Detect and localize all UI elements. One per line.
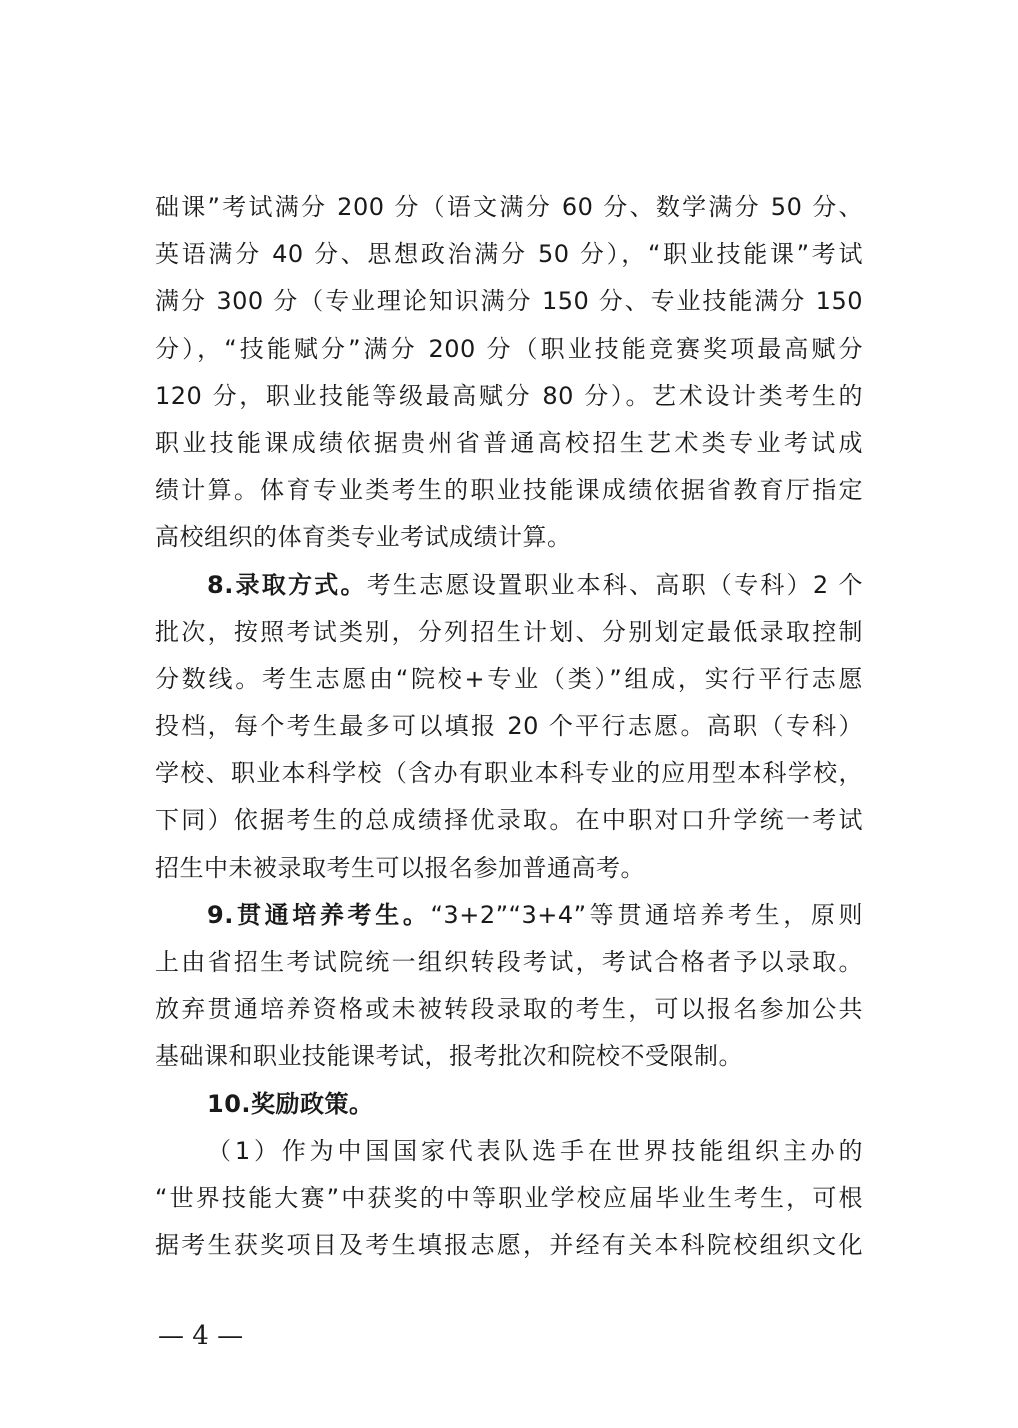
paragraph-line: 基础课和职业技能课考试，报考批次和院校不受限制。 <box>155 1042 743 1071</box>
paragraph-line: 投档，每个考生最多可以填报 20 个平行志愿。高职（专科） <box>155 712 863 741</box>
paragraph-line: 绩计算。体育专业类考生的职业技能课成绩依据省教育厅指定 <box>155 476 863 505</box>
section-heading: 9.贯通培养考生。 <box>207 900 431 929</box>
paragraph-line: 英语满分 40 分、思想政治满分 50 分），“职业技能课”考试 <box>155 240 863 269</box>
paragraph-line: 上由省招生考试院统一组织转段考试，考试合格者予以录取。 <box>155 948 863 976</box>
paragraph-line: 120 分，职业技能等级最高赋分 80 分）。艺术设计类考生的 <box>155 381 863 410</box>
paragraph-text: 考生志愿设置职业本科、高职（专科）2 个 <box>366 570 863 599</box>
paragraph-line: 学校、职业本科学校（含办有职业本科专业的应用型本科学校， <box>155 759 863 788</box>
page-number: — 4 — <box>158 1321 244 1351</box>
paragraph-line: 分数线。考生志愿由“院校+专业（类）”组成，实行平行志愿 <box>155 664 863 693</box>
document-body <box>155 184 863 1269</box>
paragraph-line: 满分 300 分（专业理论知识满分 150 分、专业技能满分 150 <box>155 287 863 316</box>
paragraph-line: 据考生获奖项目及考生填报志愿，并经有关本科院校组织文化 <box>155 1231 863 1260</box>
paragraph-line: 高校组织的体育类专业考试成绩计算。 <box>155 523 572 552</box>
paragraph-line: 职业技能课成绩依据贵州省普通高校招生艺术类专业考试成 <box>155 428 863 457</box>
paragraph-line: 础课”考试满分 200 分（语文满分 60 分、数学满分 50 分、 <box>155 193 863 221</box>
paragraph-first-line: （1）作为中国国家代表队选手在世界技能组织主办的 <box>207 1136 863 1165</box>
paragraph-first-line <box>155 892 863 939</box>
paragraph-line: 分），“技能赋分”满分 200 分（职业技能竞赛奖项最高赋分 <box>155 334 863 363</box>
paragraph-line: 下同）依据考生的总成绩择优录取。在中职对口升学统一考试 <box>155 806 863 835</box>
paragraph-line: “世界技能大赛”中获奖的中等职业学校应届毕业生考生，可根 <box>155 1183 863 1212</box>
paragraph-first-line <box>155 562 863 609</box>
section-heading: 10.奖励政策。 <box>207 1089 374 1118</box>
paragraph-line: 批次，按照考试类别，分列招生计划、分别划定最低录取控制 <box>155 617 863 646</box>
paragraph-line: 放弃贯通培养资格或未被转段录取的考生，可以报名参加公共 <box>155 995 863 1024</box>
paragraph-text: “3+2”“3+4”等贯通培养考生，原则 <box>430 900 863 929</box>
paragraph-line: 招生中未被录取考生可以报名参加普通高考。 <box>155 853 645 882</box>
section-heading: 8.录取方式。 <box>207 570 367 599</box>
